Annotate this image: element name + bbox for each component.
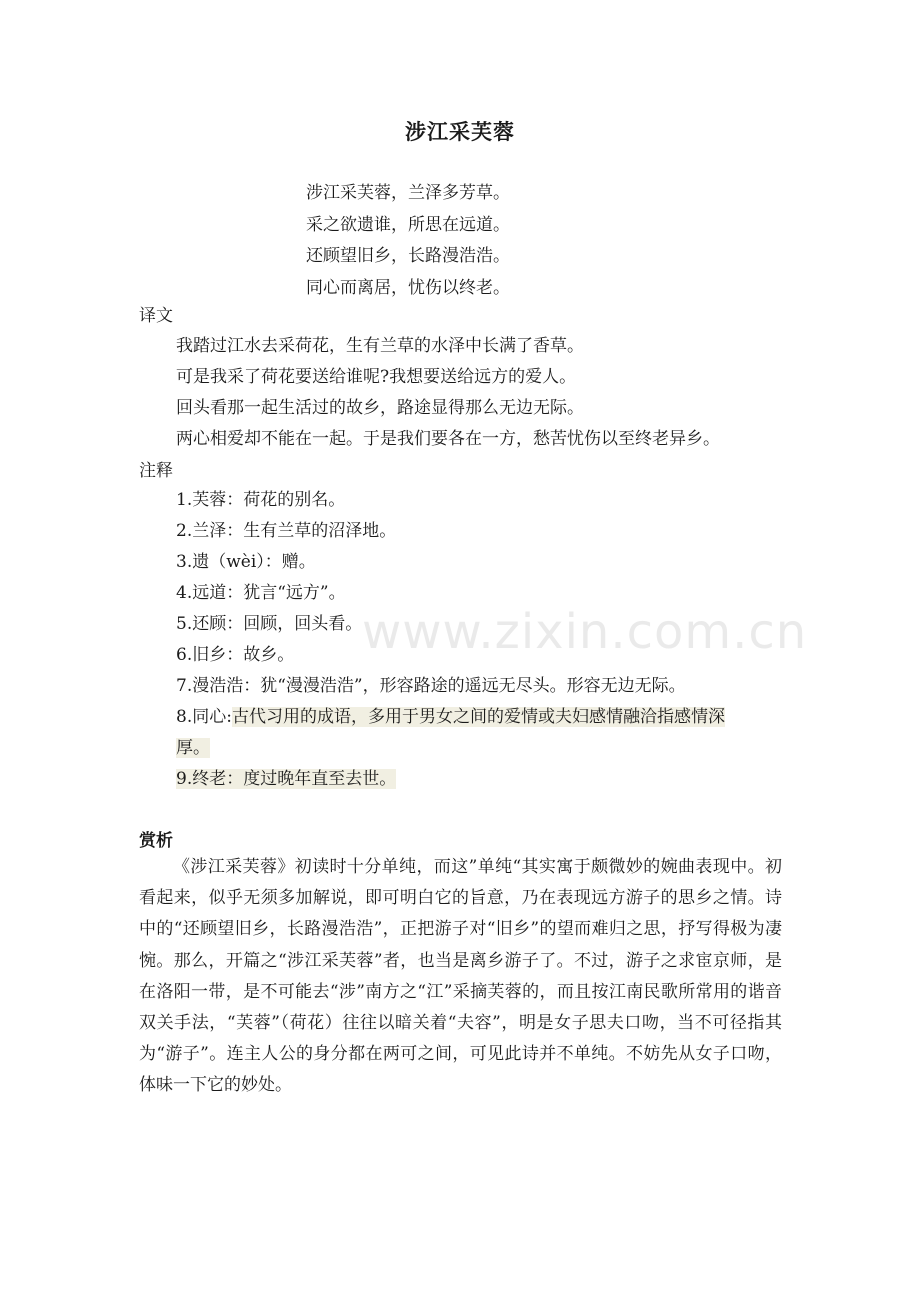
notes-block (176, 485, 686, 702)
note-item-8 (176, 702, 782, 764)
poem-line: 涉江采芙蓉，兰泽多芳草。 (306, 183, 510, 203)
translation-heading: 译文 (139, 306, 173, 326)
note-item: 1.芙蓉：荷花的别名。 (176, 490, 346, 510)
translation-line: 回头看那一起生活过的故乡，路途显得那么无边无际。 (176, 398, 584, 418)
note-item: 7.漫浩浩：犹“漫漫浩浩”，形容路途的遥远无尽头。形容无边无际。 (176, 676, 686, 696)
note-item: 6.旧乡：故乡。 (176, 645, 295, 665)
translation-line: 可是我采了荷花要送给谁呢?我想要送给远方的爱人。 (176, 367, 577, 387)
note-item: 5.还顾：回顾，回头看。 (176, 614, 363, 634)
document-title: 涉江采芙蓉 (405, 120, 515, 144)
note8-highlighted-text-cont: 厚。 (176, 738, 210, 758)
note-item: 4.远道：犹言“远方”。 (176, 583, 346, 603)
translation-block (176, 331, 720, 455)
translation-line: 两心相爱却不能在一起。于是我们要各在一方，愁苦忧伤以至终老异乡。 (176, 429, 720, 449)
note8-highlighted-text: 古代习用的成语，多用于男女之间的爱情或夫妇感情融洽指感情深 (231, 707, 725, 727)
note-item-9 (176, 764, 396, 795)
poem-line: 采之欲遗谁，所思在远道。 (306, 214, 510, 235)
watermark-text: www.zixin.com.cn (362, 604, 808, 660)
note-item: 3.遗（wèi）：赠。 (176, 552, 316, 572)
note8-prefix: 8.同心: (176, 707, 232, 727)
note-item: 2.兰泽：生有兰草的沼泽地。 (176, 521, 397, 541)
appreciation-heading: 赏析 (139, 831, 173, 851)
poem-line: 同心而离居，忧伤以终老。 (306, 277, 510, 298)
poem-block (306, 178, 510, 304)
notes-heading: 注释 (139, 461, 173, 481)
appreciation-paragraph: 《涉江采芙蓉》初读时十分单纯，而这”单纯“其实寓于颇微妙的婉曲表现中。初看起来，似乎无须多加解说，即可明白它的旨意，乃在表现远方游子的思乡之情。诗中的“还顾望旧乡，长路漫浩浩”，正把游子对“旧乡”的望而难归之思，抒写得极为凄惋。那么，开篇之“涉江采芙蓉”者，也当是离乡游子了。不过，游子之求宦京师，是在洛阳一带，是不可能去“涉”南方之“江”采摘芙蓉的，而且按江南民歌所常用的谐音双关手法，“芙蓉”（荷花）往往以暗关着“夫容”，明是女子思夫口吻，当不可径指其为“游子”。连主人公的身分都在两可之间，可见此诗并不单纯。不妨先从女子口吻，体味一下它的妙处。 (139, 857, 782, 1096)
translation-line: 我踏过江水去采荷花，生有兰草的水泽中长满了香草。 (176, 336, 584, 356)
poem-line: 还顾望旧乡，长路漫浩浩。 (306, 246, 510, 266)
note9-highlighted-text: 9.终老：度过晚年直至去世。 (176, 769, 397, 789)
